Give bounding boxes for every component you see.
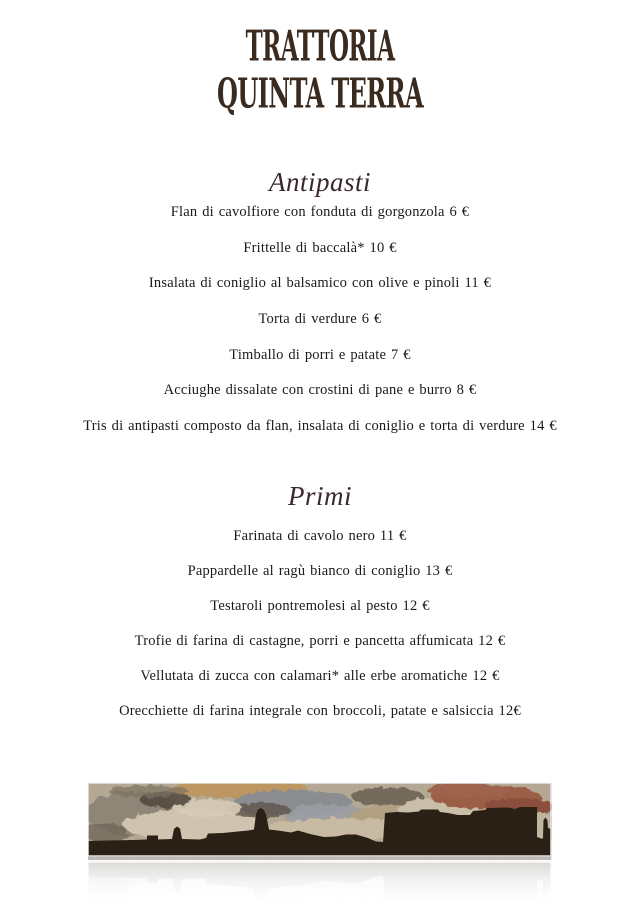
menu-item: Timballo di porri e patate 7 €	[229, 346, 411, 363]
village-silhouette-graphic	[88, 783, 552, 901]
section-title-antipasti: Antipasti	[268, 167, 371, 197]
menu-item: Frittelle di baccalà* 10 €	[243, 239, 397, 256]
menu-item: Farinata di cavolo nero 11 €	[233, 528, 407, 544]
logo-line-2: QUINTA TERRA	[217, 69, 423, 118]
menu-item: Torta di verdure 6 €	[258, 311, 382, 328]
menu-item: Acciughe dissalate con crostini di pane e burro 8 €	[163, 382, 477, 399]
menu-item: Orecchiette di farina integrale con broccoli, patate e salsiccia 12€	[119, 703, 521, 719]
menu-item: Flan di cavolfiore con fonduta di gorgonzola 6 €	[170, 204, 470, 221]
menu-item: Pappardelle al ragù bianco di coniglio 13 €	[187, 563, 453, 579]
menu-item: Vellutata di zucca con calamari* alle erbe aromatiche 12 €	[140, 668, 500, 684]
menu-item: Trofie di farina di castagne, porri e pancetta affumicata 12 €	[134, 633, 506, 649]
restaurant-logo	[0, 22, 640, 118]
antipasti-item-list	[0, 195, 640, 444]
section-title-primi: Primi	[287, 481, 352, 511]
menu-item: Testaroli pontremolesi al pesto 12 €	[210, 598, 430, 614]
primi-item-list	[0, 519, 640, 729]
menu-item: Insalata di coniglio al balsamico con olive e pinoli 11 €	[148, 275, 492, 292]
logo-line-1: TRATTORIA	[245, 21, 395, 71]
village-skyline-banner-image	[88, 783, 552, 901]
menu-item: Tris di antipasti composto da flan, insalata di coniglio e torta di verdure 14 €	[83, 417, 557, 434]
